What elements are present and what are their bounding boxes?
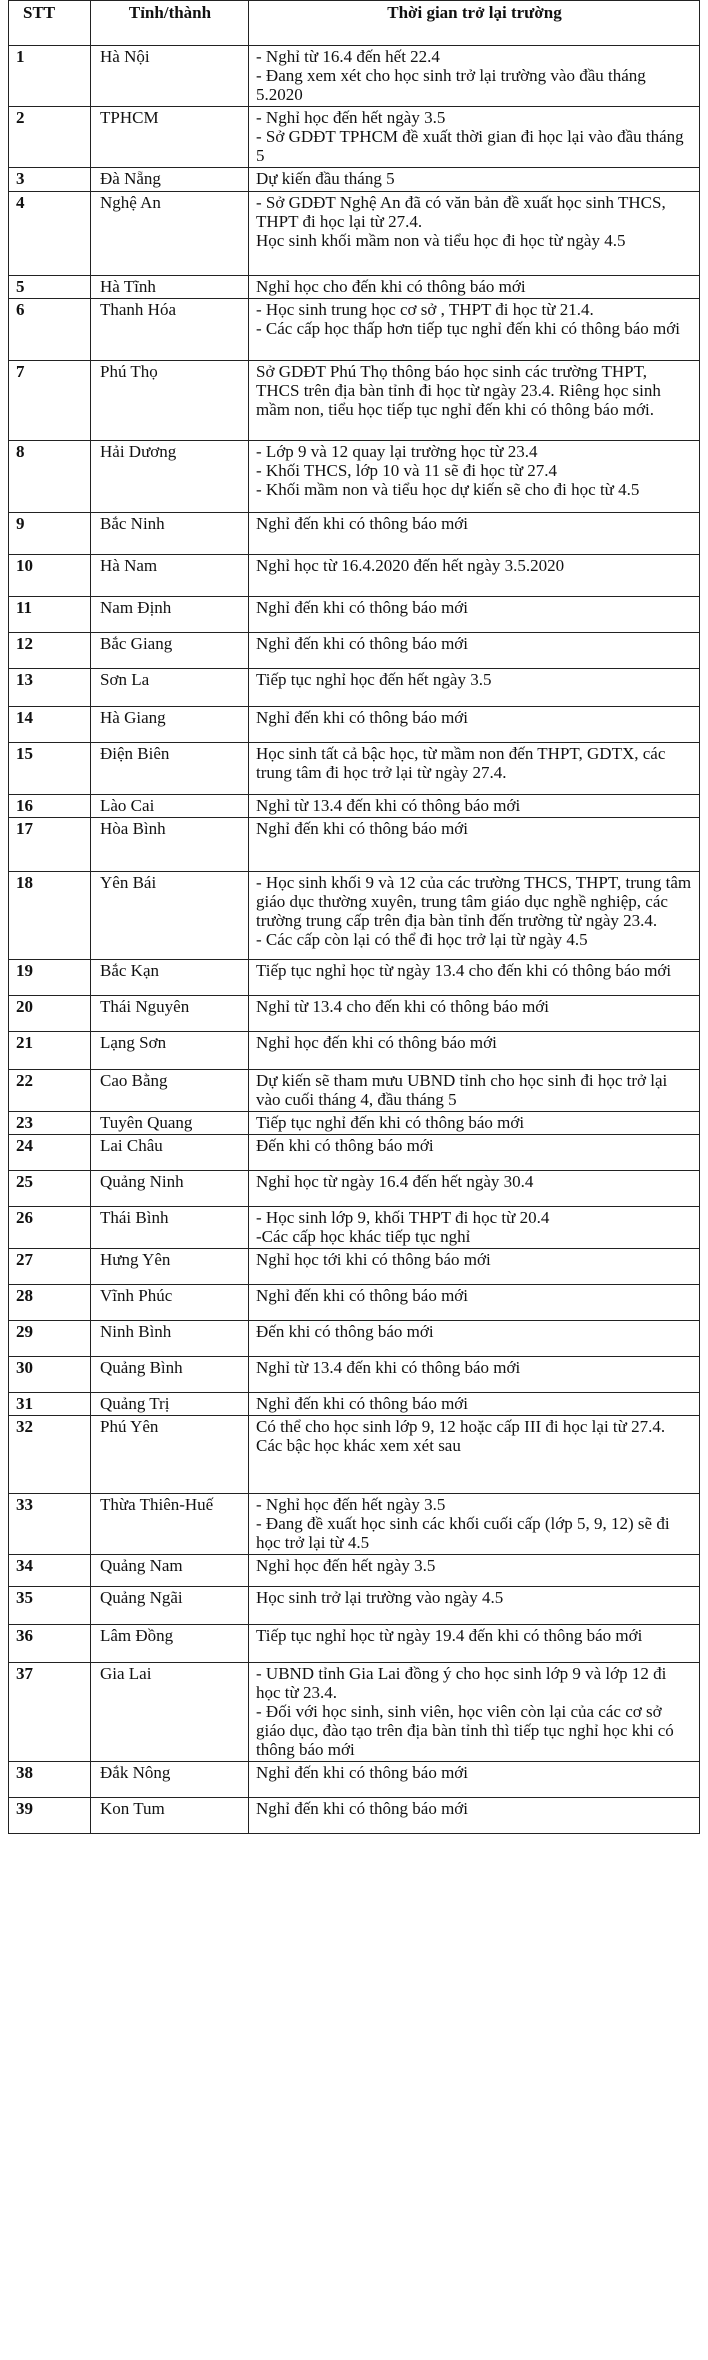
row-stt: 16 [9, 795, 91, 818]
row-time-line: - Các cấp học thấp hơn tiếp tục nghỉ đến khi có thông báo mới [256, 319, 680, 338]
row-stt: 37 [9, 1663, 91, 1762]
row-time [249, 1663, 700, 1762]
row-stt: 32 [9, 1416, 91, 1494]
row-time [249, 1555, 700, 1587]
row-stt: 18 [9, 872, 91, 960]
row-time-line: - Đối với học sinh, sinh viên, học viên còn lại của các cơ sở giáo dục, đào tạo trên địa bàn tỉnh thì tiếp tục nghỉ học khi có thông báo mới [256, 1702, 679, 1759]
row-stt: 19 [9, 960, 91, 996]
row-time-line: Dự kiến sẽ tham mưu UBND tỉnh cho học sinh đi học trở lại vào cuối tháng 4, đầu tháng 5 [256, 1071, 672, 1109]
row-time-line: Nghỉ học tới khi có thông báo mới [256, 1250, 491, 1269]
row-stt: 31 [9, 1393, 91, 1416]
row-province: Hòa Bình [91, 818, 249, 872]
row-province: Thanh Hóa [91, 299, 249, 361]
row-stt: 2 [9, 107, 91, 168]
row-time-line: -Các cấp học khác tiếp tục nghỉ [256, 1227, 471, 1246]
row-time-line: Tiếp tục nghỉ học từ ngày 13.4 cho đến khi có thông báo mới [256, 961, 672, 980]
row-time [249, 361, 700, 441]
row-time [249, 1416, 700, 1494]
row-time [249, 441, 700, 513]
row-province: Quảng Nam [91, 1555, 249, 1587]
row-time-line: Nghỉ đến khi có thông báo mới [256, 634, 469, 653]
row-stt: 17 [9, 818, 91, 872]
row-time-line: Học sinh tất cả bậc học, từ mầm non đến THPT, GDTX, các trung tâm đi học trở lại từ ngày 27.4. [256, 744, 670, 782]
row-time [249, 46, 700, 107]
row-stt: 28 [9, 1285, 91, 1321]
row-time-line: Tiếp tục nghỉ học từ ngày 19.4 đến khi có thông báo mới [256, 1626, 643, 1645]
row-time-line: Nghỉ từ 13.4 cho đến khi có thông báo mới [256, 997, 550, 1016]
row-time-line: Nghỉ học đến hết ngày 3.5 [256, 1556, 436, 1575]
row-stt: 4 [9, 192, 91, 276]
row-province: Nam Định [91, 597, 249, 633]
row-time-line: Nghỉ đến khi có thông báo mới [256, 1286, 469, 1305]
row-province: Hà Giang [91, 707, 249, 743]
row-time [249, 597, 700, 633]
table-row [9, 276, 700, 299]
table-row [9, 818, 700, 872]
row-time-line: - Khối mầm non và tiểu học dự kiến sẽ cho đi học từ 4.5 [256, 480, 640, 499]
row-time [249, 707, 700, 743]
table-row [9, 1135, 700, 1171]
header-province: Tỉnh/thành [91, 1, 249, 46]
table-row [9, 1416, 700, 1494]
row-time-line: Nghỉ từ 13.4 đến khi có thông báo mới [256, 796, 521, 815]
table-row [9, 1555, 700, 1587]
row-time-line: - Đang xem xét cho học sinh trở lại trường vào đầu tháng 5.2020 [256, 66, 651, 104]
table-row [9, 996, 700, 1032]
row-time [249, 1321, 700, 1357]
row-time [249, 299, 700, 361]
row-province: Quảng Bình [91, 1357, 249, 1393]
table-row [9, 1070, 700, 1112]
row-time [249, 795, 700, 818]
row-province: Lâm Đồng [91, 1625, 249, 1663]
row-time [249, 1625, 700, 1663]
row-province: Sơn La [91, 669, 249, 707]
row-province: Bắc Kạn [91, 960, 249, 996]
row-province: Lào Cai [91, 795, 249, 818]
row-time [249, 818, 700, 872]
row-stt: 6 [9, 299, 91, 361]
table-row [9, 299, 700, 361]
header-time: Thời gian trở lại trường [249, 1, 700, 46]
table-row [9, 1207, 700, 1249]
row-stt: 22 [9, 1070, 91, 1112]
row-stt: 7 [9, 361, 91, 441]
row-time [249, 1494, 700, 1555]
row-time-line: - Lớp 9 và 12 quay lại trường học từ 23.4 [256, 442, 538, 461]
row-time-line: Học sinh khối mầm non và tiểu học đi học từ ngày 4.5 [256, 231, 626, 250]
row-time-line: Nghỉ học đến khi có thông báo mới [256, 1033, 497, 1052]
row-province: Thái Nguyên [91, 996, 249, 1032]
row-time [249, 513, 700, 555]
row-province: Phú Yên [91, 1416, 249, 1494]
row-province: Gia Lai [91, 1663, 249, 1762]
row-stt: 3 [9, 168, 91, 192]
row-province: Quảng Trị [91, 1393, 249, 1416]
row-time-line: Tiếp tục nghỉ học đến hết ngày 3.5 [256, 670, 492, 689]
row-time-line: - Học sinh trung học cơ sở , THPT đi học từ 21.4. [256, 300, 594, 319]
table-row [9, 1587, 700, 1625]
row-time [249, 276, 700, 299]
row-province: Cao Bằng [91, 1070, 249, 1112]
row-province: Hà Nội [91, 46, 249, 107]
table-row [9, 1798, 700, 1834]
table-row [9, 669, 700, 707]
row-province: Phú Thọ [91, 361, 249, 441]
row-time-line: - UBND tỉnh Gia Lai đồng ý cho học sinh lớp 9 và lớp 12 đi học từ 23.4. [256, 1664, 671, 1702]
table-row [9, 1625, 700, 1663]
row-time-line: Học sinh trở lại trường vào ngày 4.5 [256, 1588, 504, 1607]
row-stt: 11 [9, 597, 91, 633]
table-row [9, 1171, 700, 1207]
table-body [9, 46, 700, 1834]
row-stt: 12 [9, 633, 91, 669]
row-time [249, 1762, 700, 1798]
row-stt: 13 [9, 669, 91, 707]
row-time-line: Đến khi có thông báo mới [256, 1322, 434, 1341]
table-row [9, 707, 700, 743]
table-row [9, 1321, 700, 1357]
table-row [9, 513, 700, 555]
row-stt: 33 [9, 1494, 91, 1555]
table-row [9, 1357, 700, 1393]
row-stt: 29 [9, 1321, 91, 1357]
row-time-line: Nghỉ học từ ngày 16.4 đến hết ngày 30.4 [256, 1172, 534, 1191]
table-row [9, 1663, 700, 1762]
row-time-line: Nghỉ đến khi có thông báo mới [256, 1394, 469, 1413]
row-time-line: Nghỉ học từ 16.4.2020 đến hết ngày 3.5.2020 [256, 556, 565, 575]
row-time [249, 633, 700, 669]
row-time-line: Nghỉ đến khi có thông báo mới [256, 514, 469, 533]
row-time-line: Nghỉ từ 13.4 đến khi có thông báo mới [256, 1358, 521, 1377]
table-row [9, 555, 700, 597]
row-province: Ninh Bình [91, 1321, 249, 1357]
row-time-line: - Nghỉ học đến hết ngày 3.5 [256, 1495, 446, 1514]
row-province: Lai Châu [91, 1135, 249, 1171]
row-province: Hải Dương [91, 441, 249, 513]
row-province: Nghệ An [91, 192, 249, 276]
table-row [9, 192, 700, 276]
row-time [249, 872, 700, 960]
row-stt: 34 [9, 1555, 91, 1587]
row-stt: 36 [9, 1625, 91, 1663]
row-stt: 20 [9, 996, 91, 1032]
table-row [9, 168, 700, 192]
table-row [9, 1393, 700, 1416]
row-time [249, 1285, 700, 1321]
table-row [9, 46, 700, 107]
table-row [9, 1285, 700, 1321]
row-time [249, 1070, 700, 1112]
row-province: Vĩnh Phúc [91, 1285, 249, 1321]
row-time [249, 1112, 700, 1135]
header-stt: STT [9, 1, 91, 46]
row-stt: 38 [9, 1762, 91, 1798]
row-stt: 21 [9, 1032, 91, 1070]
row-province: Lạng Sơn [91, 1032, 249, 1070]
row-province: TPHCM [91, 107, 249, 168]
row-time-line: Nghỉ học cho đến khi có thông báo mới [256, 277, 526, 296]
row-time-line: Nghỉ đến khi có thông báo mới [256, 708, 469, 727]
row-province: Tuyên Quang [91, 1112, 249, 1135]
table-row [9, 1032, 700, 1070]
table-header-row [9, 1, 700, 46]
row-time [249, 1249, 700, 1285]
row-stt: 15 [9, 743, 91, 795]
table-row [9, 1112, 700, 1135]
row-stt: 8 [9, 441, 91, 513]
row-time [249, 669, 700, 707]
row-province: Hưng Yên [91, 1249, 249, 1285]
table-row [9, 872, 700, 960]
row-stt: 1 [9, 46, 91, 107]
table-row [9, 960, 700, 996]
row-time-line: - Học sinh lớp 9, khối THPT đi học từ 20.4 [256, 1208, 550, 1227]
row-time [249, 1393, 700, 1416]
row-time-line: - Khối THCS, lớp 10 và 11 sẽ đi học từ 27.4 [256, 461, 558, 480]
row-time [249, 555, 700, 597]
row-time-line: - Sở GDĐT Nghệ An đã có văn bản đề xuất học sinh THCS, THPT đi học lại từ 27.4. [256, 193, 670, 231]
row-stt: 26 [9, 1207, 91, 1249]
row-time-line: Nghỉ đến khi có thông báo mới [256, 1763, 469, 1782]
row-stt: 24 [9, 1135, 91, 1171]
row-time-line: - Học sinh khối 9 và 12 của các trường THCS, THPT, trung tâm giáo dục thường xuyên, trung tâm giáo dục nghề nghiệp, các trường trung cấp trên địa bàn tỉnh đến trường từ ngày 23.4. [256, 873, 696, 930]
row-stt: 10 [9, 555, 91, 597]
row-time-line: - Đang đề xuất học sinh các khối cuối cấp (lớp 5, 9, 12) sẽ đi học trở lại từ 4.5 [256, 1514, 674, 1552]
table-row [9, 107, 700, 168]
row-stt: 23 [9, 1112, 91, 1135]
row-time [249, 743, 700, 795]
row-stt: 5 [9, 276, 91, 299]
row-time-line: Sở GDĐT Phú Thọ thông báo học sinh các trường THPT, THCS trên địa bàn tỉnh đi học từ ngày 23.4. Riêng học sinh mầm non, tiểu học tiếp tục nghỉ đến khi có thông báo mới. [256, 362, 666, 419]
row-time [249, 1357, 700, 1393]
row-time [249, 1587, 700, 1625]
table-row [9, 795, 700, 818]
row-time-line: Dự kiến đầu tháng 5 [256, 169, 395, 188]
row-time-line: - Sở GDĐT TPHCM đề xuất thời gian đi học lại vào đầu tháng 5 [256, 127, 688, 165]
school-reopening-table [8, 0, 700, 1834]
row-time [249, 1032, 700, 1070]
row-time-line: - Nghỉ học đến hết ngày 3.5 [256, 108, 446, 127]
row-time [249, 960, 700, 996]
row-time [249, 1207, 700, 1249]
table-row [9, 1494, 700, 1555]
row-time [249, 1135, 700, 1171]
table-row [9, 743, 700, 795]
row-stt: 9 [9, 513, 91, 555]
row-province: Thừa Thiên-Huế [91, 1494, 249, 1555]
row-stt: 27 [9, 1249, 91, 1285]
row-time-line: Các bậc học khác xem xét sau [256, 1436, 461, 1455]
row-time [249, 107, 700, 168]
row-time-line: Tiếp tục nghỉ đến khi có thông báo mới [256, 1113, 525, 1132]
row-province: Bắc Ninh [91, 513, 249, 555]
row-province: Đắk Nông [91, 1762, 249, 1798]
row-time-line: Có thể cho học sinh lớp 9, 12 hoặc cấp III đi học lại từ 27.4. [256, 1417, 666, 1436]
table-row [9, 597, 700, 633]
table-row [9, 361, 700, 441]
row-province: Quảng Ninh [91, 1171, 249, 1207]
row-province: Yên Bái [91, 872, 249, 960]
row-time-line: - Các cấp còn lại có thể đi học trở lại từ ngày 4.5 [256, 930, 588, 949]
row-stt: 30 [9, 1357, 91, 1393]
row-time [249, 192, 700, 276]
row-time-line: Nghỉ đến khi có thông báo mới [256, 1799, 469, 1818]
row-province: Hà Nam [91, 555, 249, 597]
row-time [249, 1171, 700, 1207]
row-time-line: Nghỉ đến khi có thông báo mới [256, 598, 469, 617]
table-row [9, 1762, 700, 1798]
row-province: Kon Tum [91, 1798, 249, 1834]
row-province: Quảng Ngãi [91, 1587, 249, 1625]
table-row [9, 633, 700, 669]
row-province: Thái Bình [91, 1207, 249, 1249]
row-stt: 25 [9, 1171, 91, 1207]
row-time [249, 168, 700, 192]
row-stt: 14 [9, 707, 91, 743]
row-time [249, 996, 700, 1032]
row-province: Bắc Giang [91, 633, 249, 669]
row-time-line: - Nghỉ từ 16.4 đến hết 22.4 [256, 47, 440, 66]
row-time [249, 1798, 700, 1834]
row-stt: 39 [9, 1798, 91, 1834]
row-time-line: Đến khi có thông báo mới [256, 1136, 434, 1155]
row-stt: 35 [9, 1587, 91, 1625]
row-province: Hà Tĩnh [91, 276, 249, 299]
row-province: Điện Biên [91, 743, 249, 795]
table-row [9, 441, 700, 513]
row-time-line: Nghỉ đến khi có thông báo mới [256, 819, 469, 838]
row-province: Đà Nẵng [91, 168, 249, 192]
table-row [9, 1249, 700, 1285]
